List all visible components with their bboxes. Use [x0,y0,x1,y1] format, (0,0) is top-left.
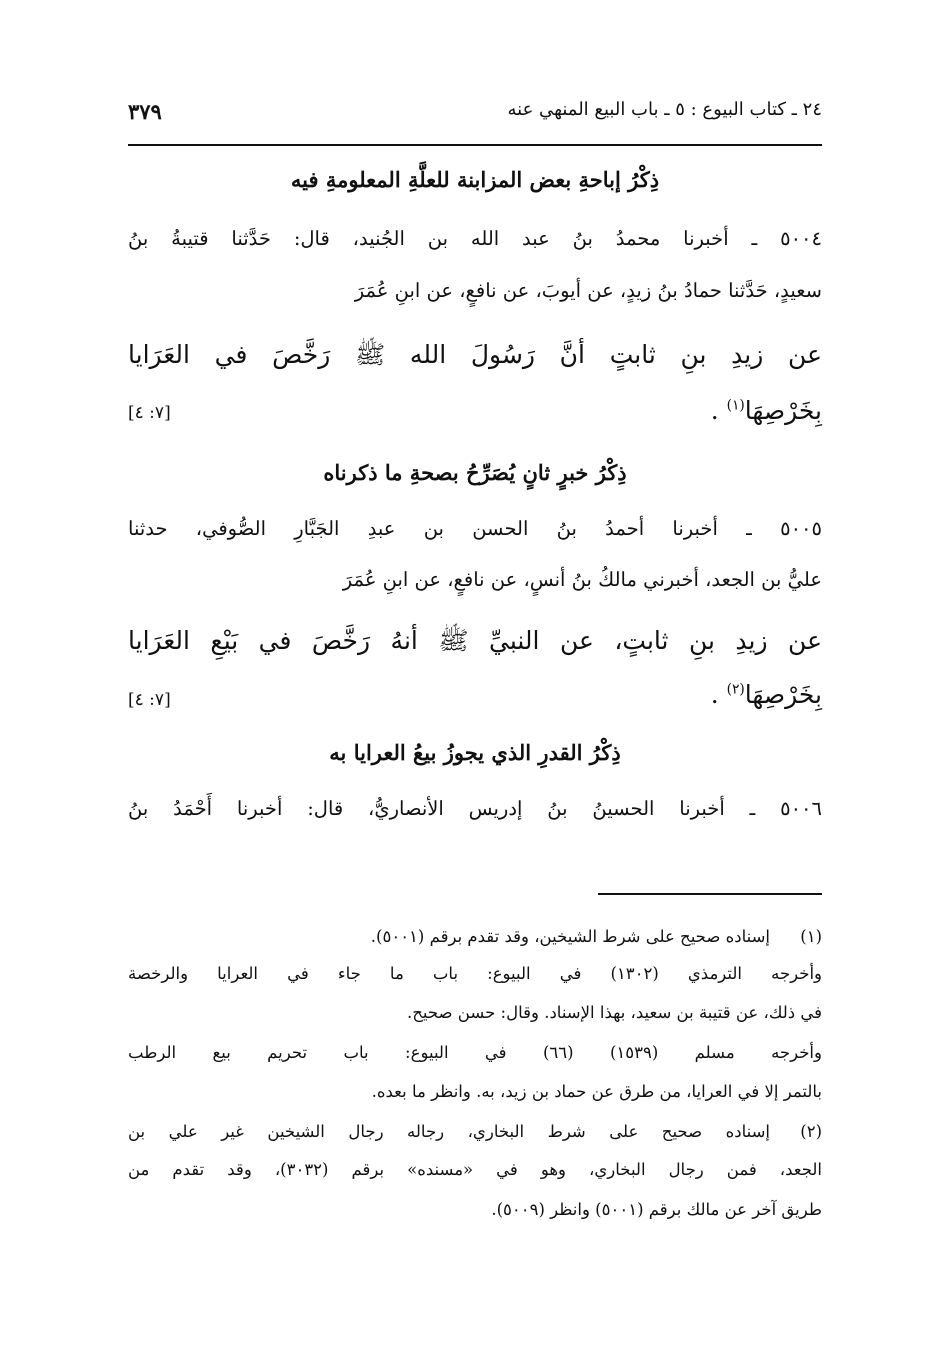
isnad-line: ٥٠٠٦ ـ أخبرنا الحسينُ بنُ إدريس الأنصاريُّ، قال: أخبرنا أَحْمَدُ بنُ [128,797,822,820]
hadith-matn-line: عن زيدِ بنِ ثابتٍ، عن النبيِّ ﷺ أنهُ رَخَّصَ في بَيْعِ العَرَايا [128,626,822,655]
header-divider [128,144,822,146]
footnote-marker: (١) [726,397,745,414]
footnote-line: وأخرجه مسلم (١٥٣٩) (٦٦) في البيوع: باب تحريم بيع الرطب [128,1043,822,1062]
end-mark: . [710,680,719,709]
footnote-line: وأخرجه الترمذي (١٣٠٢) في البيوع: باب ما جاء في العرايا والرخصة [128,964,822,983]
footnote-number: (١) [800,927,822,946]
footnote-marker: (٢) [726,681,745,698]
footnote-line: بالتمر إلا في العرايا، من طرق عن حماد بن زيد، به. وانظر ما بعده. [371,1082,822,1101]
hadith-matn-text: بِخَرْصِهَا [744,680,822,709]
page-number: ٣٧٩ [128,99,162,124]
footnote-divider [598,893,822,895]
isnad-line: ٥٠٠٥ ـ أخبرنا أحمدُ بنُ الحسن بن عبدِ الجَبَّارِ الصُّوفي، حدثنا [128,517,822,540]
section-heading: ذِكْرُ القدرِ الذي يجوزُ بيعُ العرايا به [329,740,621,765]
hadith-matn-line: عن زيدِ بنِ ثابتٍ أنَّ رَسُولَ الله ﷺ رَخَّصَ في العَرَايا [128,340,822,369]
hadith-reference: [٧: ٤] [128,403,171,423]
footnote-number: (٢) [800,1122,822,1141]
footnote-line: الجعد، فمن رجال البخاري، وهو في «مسنده» برقم (٣٠٣٢)، وقد تقدم من [128,1160,823,1179]
hadith-reference: [٧: ٤] [128,690,171,710]
hadith-matn-line [128,680,822,709]
section-heading: ذِكْرُ إباحةِ بعض المزابنة للعلَّةِ المعلومةِ فيه [290,167,660,192]
isnad-line: عليُّ بن الجعد، أخبرني مالكُ بنُ أنسٍ، عن نافعٍ، عن ابنِ عُمَرَ [342,568,822,591]
hadith-matn-text: بِخَرْصِهَا [744,396,822,425]
footnote-line: إسناده صحيح على شرط الشيخين، وقد تقدم برقم (٥٠٠١). [370,927,770,946]
running-header-title: ٢٤ ـ كتاب البيوع : ٥ ـ باب البيع المنهي عنه [507,99,822,120]
footnote-line: إسناده صحيح على شرط البخاري، رجاله رجال الشيخين غير علي بن [128,1122,770,1141]
section-heading: ذِكْرُ خبرٍ ثانٍ يُصَرِّحُ بصحةِ ما ذكرناه [323,460,627,485]
hadith-matn-line [128,396,822,425]
footnote-line: طريق آخر عن مالك برقم (٥٠٠١) وانظر (٥٠٠٩). [491,1200,822,1219]
isnad-line: سعيدٍ، حَدَّثنا حمادُ بنُ زيدٍ، عن أيوبَ، عن نافعٍ، عن ابنِ عُمَرَ [354,279,822,302]
isnad-line: ٥٠٠٤ ـ أخبرنا محمدُ بنُ عبد الله بن الجُنيد، قال: حَدَّثنا قتيبةُ بنُ [128,227,822,250]
end-mark: . [710,396,719,425]
footnote-line: في ذلك، عن قتيبة بن سعيد، بهذا الإسناد. وقال: حسن صحيح. [407,1003,822,1022]
